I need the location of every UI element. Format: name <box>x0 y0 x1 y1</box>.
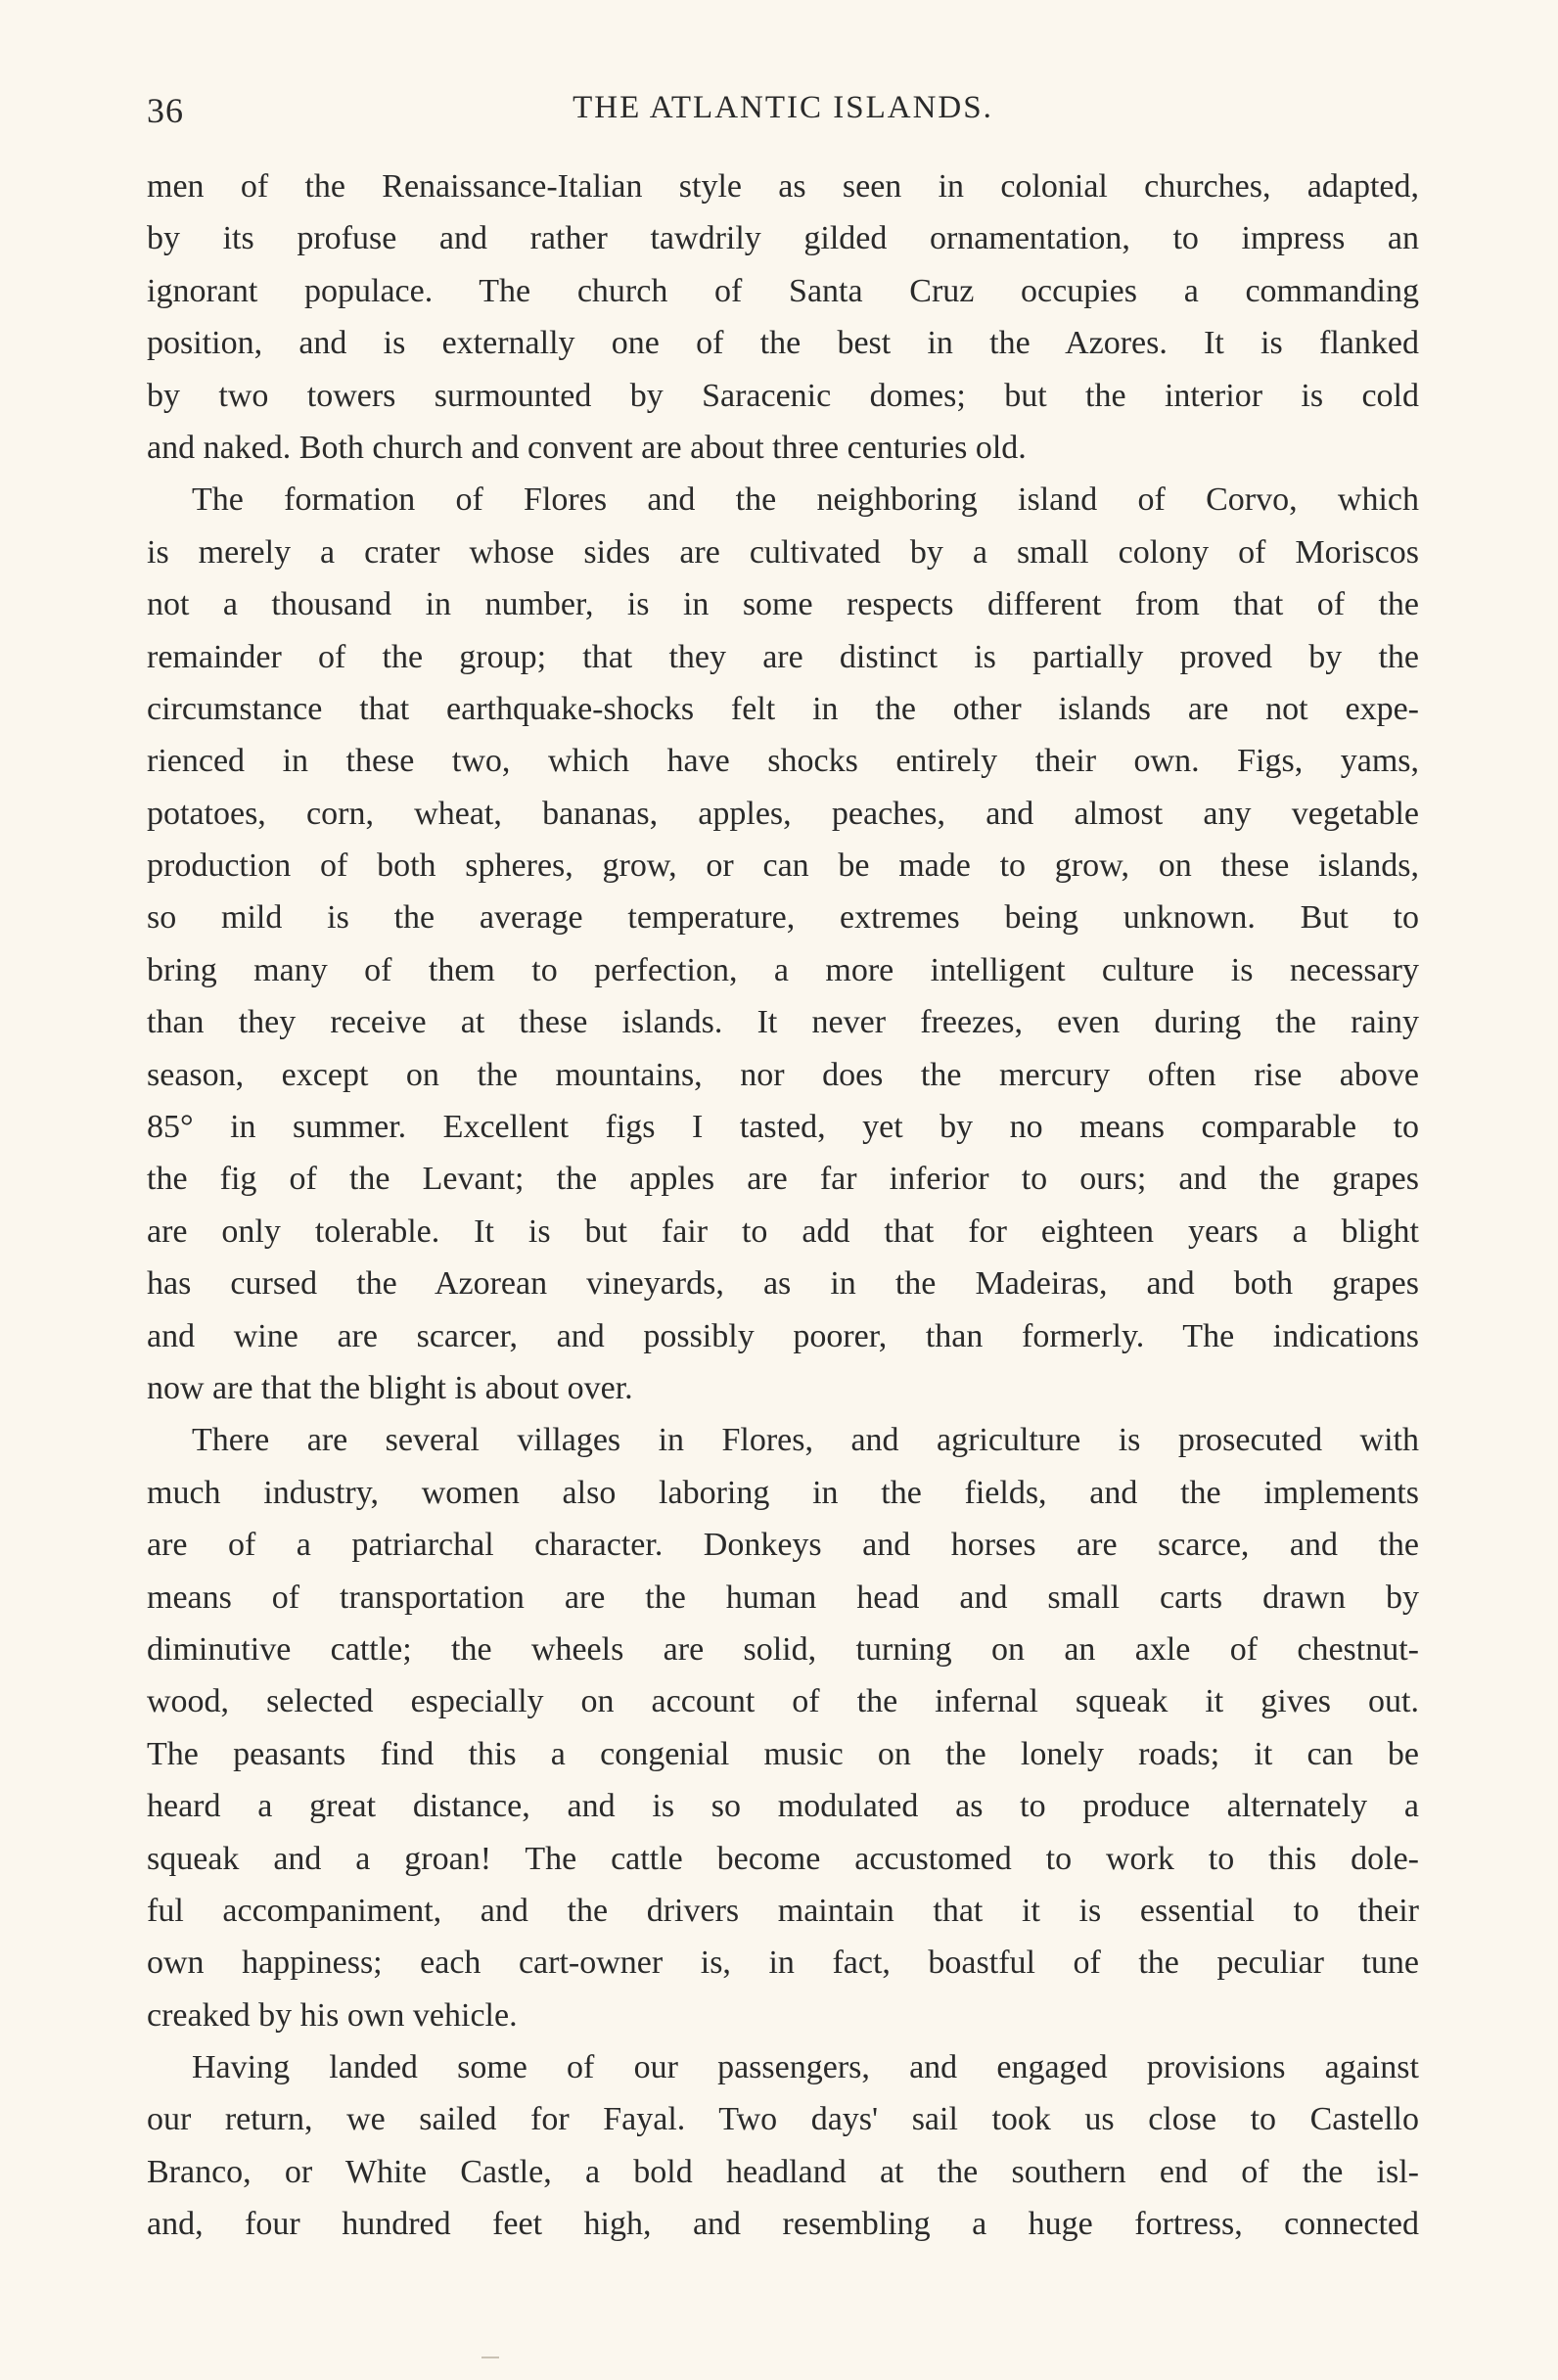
text-line: and wine are scarcer, and possibly poorer, than formerly. The indications <box>147 1317 1419 1354</box>
text-line: is merely a crater whose sides are cultivated by a small colony of Moriscos <box>147 533 1419 571</box>
body-text <box>147 160 1419 2251</box>
text-line: ignorant populace. The church of Santa Cruz occupies a commanding <box>147 272 1419 309</box>
paragraph-first-line: There are several villages in Flores, and agriculture is prosecuted with <box>192 1422 1419 1459</box>
text-line: are of a patriarchal character. Donkeys and horses are scarce, and the <box>147 1527 1419 1564</box>
text-line: much industry, women also laboring in the fields, and the implements <box>147 1474 1419 1511</box>
text-line: ful accompaniment, and the drivers maintain that it is essential to their <box>147 1892 1419 1929</box>
text-line: remainder of the group; that they are distinct is partially proved by the <box>147 638 1419 675</box>
text-line: now are that the blight is about over. <box>147 1369 633 1406</box>
text-line: are only tolerable. It is but fair to add that for eighteen years a blight <box>147 1213 1419 1250</box>
text-line: and, four hundred feet high, and resembling a huge fortress, connected <box>147 2206 1419 2243</box>
text-line: by two towers surmounted by Saracenic domes; but the interior is cold <box>147 377 1419 414</box>
text-line: creaked by his own vehicle. <box>147 1996 518 2034</box>
text-line: not a thousand in number, is in some respects different from that of the <box>147 586 1419 623</box>
text-line: 85° in summer. Excellent figs I tasted, yet by no means comparable to <box>147 1109 1419 1146</box>
text-line: than they receive at these islands. It never freezes, even during the rainy <box>147 1004 1419 1041</box>
text-line: circumstance that earthquake-shocks felt in the other islands are not expe- <box>147 690 1419 727</box>
text-line: rienced in these two, which have shocks entirely their own. Figs, yams, <box>147 743 1419 780</box>
text-line: Branco, or White Castle, a bold headland at the southern end of the isl- <box>147 2153 1419 2190</box>
text-line: means of transportation are the human head and small carts drawn by <box>147 1579 1419 1616</box>
text-line: the fig of the Levant; the apples are far inferior to ours; and the grapes <box>147 1161 1419 1198</box>
text-line: The peasants find this a congenial music on the lonely roads; it can be <box>147 1735 1419 1772</box>
text-line: bring many of them to perfection, a more intelligent culture is necessary <box>147 951 1419 988</box>
text-line: men of the Renaissance-Italian style as seen in colonial churches, adapted, <box>147 168 1419 205</box>
text-line: heard a great distance, and is so modulated as to produce alternately a <box>147 1788 1419 1825</box>
text-line: production of both spheres, grow, or can be made to grow, on these islands, <box>147 847 1419 885</box>
text-line: has cursed the Azorean vineyards, as in the Madeiras, and both grapes <box>147 1265 1419 1303</box>
text-line: by its profuse and rather tawdrily gilded ornamentation, to impress an <box>147 220 1419 257</box>
text-line: squeak and a groan! The cattle become accustomed to work to this dole- <box>147 1840 1419 1877</box>
page-number: 36 <box>147 91 184 130</box>
text-line: and naked. Both church and convent are about three centuries old. <box>147 429 1027 466</box>
paragraph-first-line: Having landed some of our passengers, and engaged provisions against <box>192 2049 1419 2086</box>
running-head <box>147 90 1419 139</box>
text-line: our return, we sailed for Fayal. Two days' sail took us close to Castello <box>147 2101 1419 2138</box>
text-line: so mild is the average temperature, extremes being unknown. But to <box>147 899 1419 937</box>
page-mark-divider <box>481 2357 499 2358</box>
text-line: wood, selected especially on account of the infernal squeak it gives out. <box>147 1683 1419 1720</box>
paragraph-first-line: The formation of Flores and the neighboring island of Corvo, which <box>192 481 1419 519</box>
running-title: THE ATLANTIC ISLANDS. <box>573 90 993 125</box>
text-line: diminutive cattle; the wheels are solid, turning on an axle of chestnut- <box>147 1630 1419 1668</box>
text-line: own happiness; each cart-owner is, in fact, boastful of the peculiar tune <box>147 1945 1419 1982</box>
text-line: season, except on the mountains, nor does the mercury often rise above <box>147 1056 1419 1093</box>
text-line: position, and is externally one of the best in the Azores. It is flanked <box>147 325 1419 362</box>
text-line: potatoes, corn, wheat, bananas, apples, peaches, and almost any vegetable <box>147 795 1419 832</box>
